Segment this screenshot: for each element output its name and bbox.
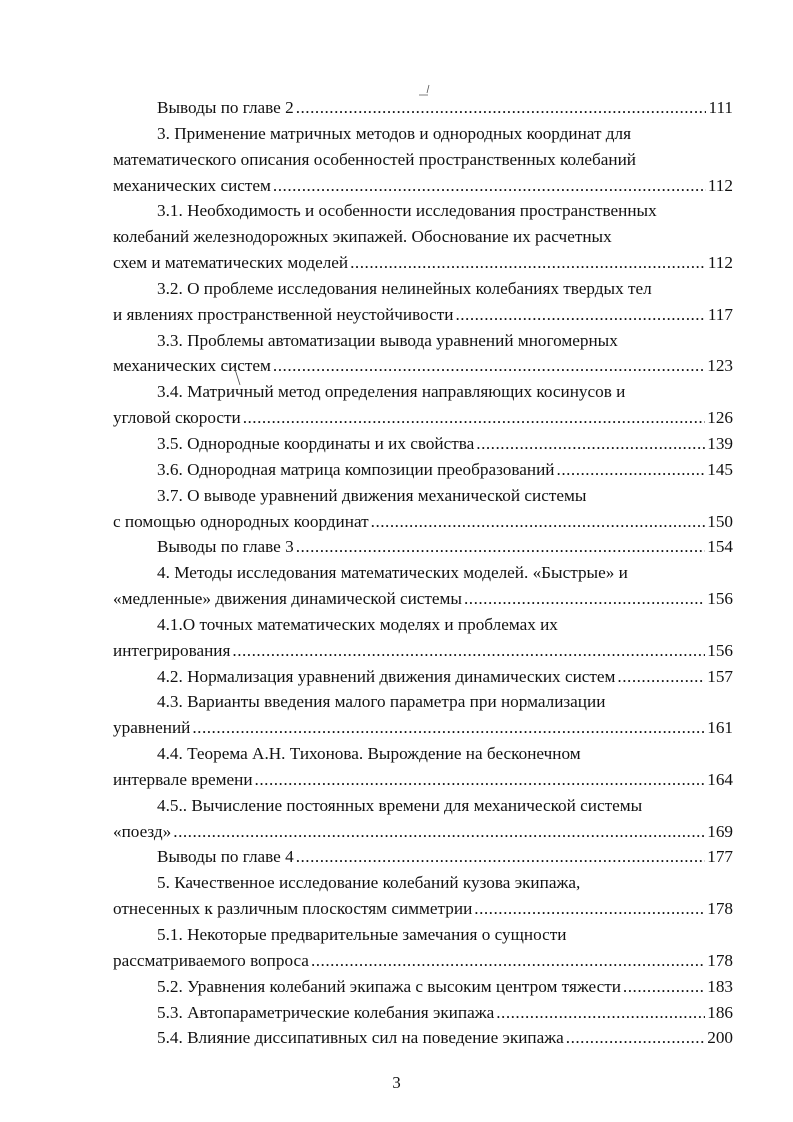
toc-entry-title: Выводы по главе 3	[157, 537, 294, 557]
dot-leader	[476, 431, 705, 457]
toc-entry-title: механических систем	[113, 175, 271, 195]
toc-entry-leader-line	[113, 353, 733, 379]
toc-page-number: 156	[707, 589, 733, 609]
toc-entry-leader-line	[113, 844, 733, 870]
toc-page-number: 177	[707, 847, 733, 867]
toc-entry-title: рассматриваемого вопроса	[113, 950, 309, 970]
toc-entry-leader-line	[113, 1025, 733, 1051]
toc-entry	[113, 974, 733, 1000]
toc-entry-line: 3.4. Матричный метод определения направляющих косинусов и	[157, 382, 626, 402]
toc-entry-title: угловой скорости	[113, 408, 241, 428]
toc-entry-line: 3.1. Необходимость и особенности исследования пространственных	[157, 201, 657, 221]
toc-entry-title: и явлениях пространственной неустойчивости	[113, 304, 454, 324]
dot-leader	[566, 1025, 705, 1051]
toc-entry	[113, 741, 733, 793]
toc-entry	[113, 328, 733, 380]
toc-page-number: 126	[707, 408, 733, 428]
toc-entry-title: Выводы по главе 2	[157, 98, 294, 117]
dot-leader	[273, 173, 706, 199]
dot-leader	[464, 586, 705, 612]
table-of-contents	[113, 95, 733, 1051]
dot-leader	[623, 974, 705, 1000]
toc-entry-leader-line	[113, 173, 733, 199]
dot-leader	[371, 509, 706, 535]
toc-entry-line: 3.7. О выводе уравнений движения механической системы	[157, 485, 587, 505]
toc-entry-title: механических систем	[113, 356, 271, 376]
toc-entry	[113, 560, 733, 612]
toc-entry-title: «медленные» движения динамической системы	[113, 589, 462, 609]
toc-entry	[113, 1000, 733, 1026]
toc-entry-title: 5.2. Уравнения колебаний экипажа с высоким центром тяжести	[157, 976, 621, 996]
toc-entry-line: 4.1.О точных математических моделях и проблемах их	[157, 614, 558, 634]
toc-entry	[113, 276, 733, 328]
toc-entry	[113, 379, 733, 431]
toc-entry	[113, 121, 733, 199]
dot-leader	[617, 664, 705, 690]
toc-entry	[113, 689, 733, 741]
toc-page-number: 112	[707, 175, 733, 195]
dot-leader	[455, 302, 705, 328]
toc-page-number: 112	[707, 253, 733, 273]
toc-entry-title: 5.4. Влияние диссипативных сил на поведение экипажа	[157, 1028, 564, 1048]
toc-entry-line: 3. Применение матричных методов и однородных координат для	[157, 123, 632, 143]
toc-entry-line: 4. Методы исследования математических моделей. «Быстрые» и	[157, 563, 628, 583]
toc-entry-leader-line	[113, 664, 733, 690]
toc-page-number: 156	[707, 640, 733, 660]
page-number: 3	[392, 1073, 401, 1092]
toc-entry-title: интегрирования	[113, 640, 231, 660]
toc-entry-leader-line	[113, 534, 733, 560]
toc-page-number: 117	[707, 304, 733, 324]
dot-leader	[296, 95, 707, 121]
toc-entry	[113, 198, 733, 276]
toc-page-number: 150	[707, 511, 733, 531]
toc-entry-title: схем и математических моделей	[113, 253, 349, 273]
toc-entry-title: Выводы по главе 4	[157, 847, 294, 867]
toc-entry	[113, 793, 733, 845]
toc-entry-title: отнесенных к различным плоскостям симметрии	[113, 899, 473, 919]
toc-entry-line: 3.2. О проблеме исследования нелинейных колебаниях твердых тел	[157, 278, 652, 298]
dot-leader	[474, 896, 705, 922]
dot-leader	[173, 819, 705, 845]
toc-page-number: 169	[707, 821, 733, 841]
toc-entry-line: 5.1. Некоторые предварительные замечания о сущности	[157, 925, 567, 944]
toc-page-number: 178	[707, 950, 733, 970]
toc-entry-leader-line	[113, 586, 733, 612]
dot-leader	[243, 405, 706, 431]
dot-leader	[296, 844, 706, 870]
toc-page-number: 139	[707, 433, 733, 453]
toc-entry	[113, 612, 733, 664]
toc-page-number: 145	[707, 459, 733, 479]
toc-entry-title: 4.2. Нормализация уравнений движения динамических систем	[157, 666, 616, 686]
toc-entry-leader-line	[113, 974, 733, 1000]
toc-entry-line: математического описания особенностей пространственных колебаний	[113, 149, 636, 169]
dot-leader	[557, 457, 706, 483]
toc-page-number: 164	[707, 769, 733, 789]
toc-page-number: 157	[707, 666, 733, 686]
toc-page-number: 123	[707, 356, 733, 376]
toc-entry-leader-line	[113, 638, 733, 664]
pen-mark-top	[413, 84, 433, 104]
toc-entry-leader-line	[113, 715, 733, 741]
toc-entry-line: 4.4. Теорема А.Н. Тихонова. Вырождение на бесконечном	[157, 744, 581, 764]
toc-entry	[113, 1025, 733, 1051]
toc-page-number: 183	[707, 976, 733, 996]
dot-leader	[311, 948, 705, 974]
toc-entry-line: 4.3. Варианты введения малого параметра при нормализации	[157, 692, 606, 712]
toc-entry	[113, 664, 733, 690]
toc-page-number: 111	[708, 98, 733, 117]
toc-entry-leader-line	[113, 509, 733, 535]
toc-page-number: 186	[707, 1002, 733, 1022]
toc-entry-line: 3.3. Проблемы автоматизации вывода уравнений многомерных	[157, 330, 618, 350]
toc-entry-leader-line	[113, 431, 733, 457]
toc-entry	[113, 483, 733, 535]
dot-leader	[232, 638, 705, 664]
dot-leader	[255, 767, 706, 793]
toc-entry	[113, 870, 733, 922]
toc-entry	[113, 922, 733, 974]
toc-entry-title: интервале времени	[113, 769, 253, 789]
toc-entry-leader-line	[113, 896, 733, 922]
toc-entry-title: уравнений	[113, 718, 191, 738]
toc-entry-leader-line	[113, 819, 733, 845]
toc-entry-title: 5.3. Автопараметрические колебания экипажа	[157, 1002, 495, 1022]
dot-leader	[273, 353, 705, 379]
toc-entry	[113, 457, 733, 483]
toc-page-number: 161	[707, 718, 733, 738]
dot-leader	[496, 1000, 705, 1026]
toc-entry-leader-line	[113, 457, 733, 483]
toc-entry	[113, 534, 733, 560]
toc-entry-title: 3.6. Однородная матрица композиции преобразований	[157, 459, 555, 479]
toc-entry-title: 3.5. Однородные координаты и их свойства	[157, 433, 475, 453]
toc-entry-leader-line	[113, 405, 733, 431]
dot-leader	[192, 715, 705, 741]
toc-entry-leader-line	[113, 1000, 733, 1026]
toc-entry-leader-line	[113, 767, 733, 793]
toc-entry	[113, 431, 733, 457]
toc-page-number: 154	[707, 537, 733, 557]
toc-entry-leader-line	[113, 302, 733, 328]
toc-entry	[113, 844, 733, 870]
toc-entry-leader-line	[113, 250, 733, 276]
toc-entry-line: колебаний железнодорожных экипажей. Обоснование их расчетных	[113, 227, 612, 247]
toc-entry-line: 5. Качественное исследование колебаний кузова экипажа,	[157, 873, 581, 893]
toc-entry-title: с помощью однородных координат	[113, 511, 369, 531]
toc-entry-leader-line	[113, 948, 733, 974]
toc-page-number: 178	[707, 899, 733, 919]
toc-entry-title: «поезд»	[113, 821, 172, 841]
pen-mark-side	[233, 365, 245, 387]
dot-leader	[296, 534, 706, 560]
dot-leader	[350, 250, 706, 276]
toc-page-number: 200	[707, 1028, 733, 1048]
toc-entry-line: 4.5.. Вычисление постоянных времени для механической системы	[157, 795, 643, 815]
